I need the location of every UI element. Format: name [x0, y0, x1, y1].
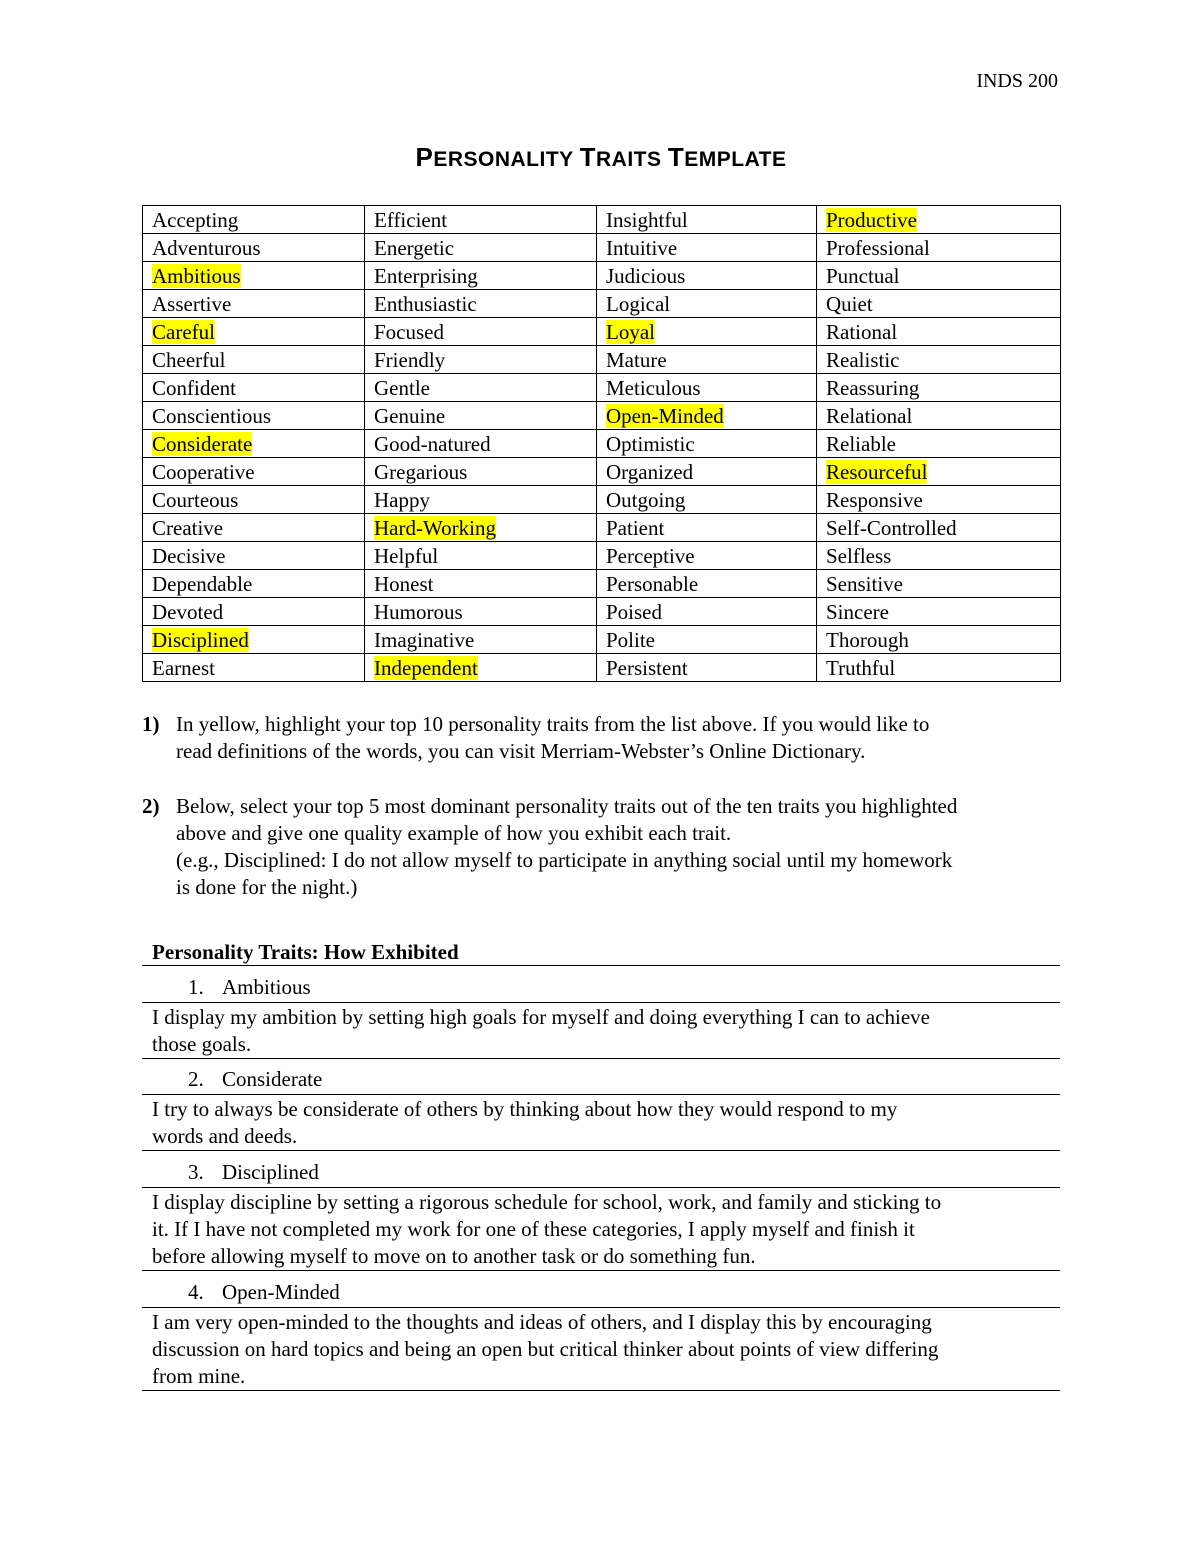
traits-row [143, 626, 1061, 654]
trait-label: Humorous [374, 599, 463, 624]
trait-label: Helpful [374, 543, 439, 568]
instruction-item [142, 793, 1060, 901]
trait-label: Enterprising [374, 263, 478, 288]
trait-label: Decisive [152, 543, 226, 568]
instruction-line: In yellow, highlight your top 10 personality traits from the list above. If you would like to [176, 712, 930, 736]
exhibited-number: 4. [188, 1280, 204, 1304]
trait-label: Efficient [374, 207, 448, 232]
instruction-item [142, 711, 1060, 765]
trait-cell [817, 234, 1061, 262]
trait-cell [597, 402, 817, 430]
trait-label: Reassuring [826, 375, 920, 400]
trait-cell [143, 654, 365, 682]
exhibited-heading: Personality Traits: How Exhibited [142, 938, 1060, 966]
traits-row [143, 654, 1061, 682]
trait-label: Quiet [826, 291, 873, 316]
trait-cell [597, 542, 817, 570]
exhibited-trait-name: Considerate [222, 1067, 323, 1091]
highlighted-trait: Open-Minded [606, 403, 724, 428]
trait-label: Punctual [826, 263, 900, 288]
trait-cell [365, 206, 597, 234]
trait-label: Cheerful [152, 347, 226, 372]
trait-label: Persistent [606, 655, 688, 680]
trait-cell [365, 486, 597, 514]
instruction-line: above and give one quality example of how you exhibit each trait. [176, 821, 732, 845]
highlighted-trait: Independent [374, 655, 478, 680]
instruction-line: is done for the night.) [176, 875, 358, 899]
trait-label: Self-Controlled [826, 515, 957, 540]
trait-label: Poised [606, 599, 663, 624]
trait-cell [597, 346, 817, 374]
trait-label: Thorough [826, 627, 909, 652]
highlighted-trait: Resourceful [826, 459, 928, 484]
exhibited-item [142, 967, 1060, 1059]
trait-cell [365, 598, 597, 626]
exhibited-trait [142, 1272, 1060, 1308]
instruction-number: 2) [142, 794, 160, 818]
trait-label: Professional [826, 235, 930, 260]
trait-cell [143, 514, 365, 542]
trait-label: Outgoing [606, 487, 686, 512]
traits-row [143, 346, 1061, 374]
description-line: I display my ambition by setting high goals for myself and doing everything I can to achieve [152, 1005, 930, 1029]
description-line: I display discipline by setting a rigorous schedule for school, work, and family and sticking to [152, 1190, 942, 1214]
exhibited-trait-name: Open-Minded [222, 1280, 340, 1304]
trait-label: Devoted [152, 599, 224, 624]
trait-label: Enthusiastic [374, 291, 477, 316]
highlighted-trait: Careful [152, 319, 215, 344]
trait-cell [365, 654, 597, 682]
trait-label: Dependable [152, 571, 253, 596]
trait-cell [817, 542, 1061, 570]
trait-label: Friendly [374, 347, 446, 372]
trait-label: Rational [826, 319, 898, 344]
trait-label: Realistic [826, 347, 900, 372]
traits-row [143, 598, 1061, 626]
trait-cell [143, 626, 365, 654]
trait-cell [365, 346, 597, 374]
trait-cell [817, 458, 1061, 486]
trait-label: Reliable [826, 431, 896, 456]
trait-cell [143, 318, 365, 346]
trait-cell [597, 206, 817, 234]
trait-label: Logical [606, 291, 671, 316]
traits-row [143, 318, 1061, 346]
trait-cell [817, 206, 1061, 234]
trait-cell [365, 262, 597, 290]
trait-cell [597, 234, 817, 262]
traits-row [143, 430, 1061, 458]
highlighted-trait: Considerate [152, 431, 253, 456]
description-line: I try to always be considerate of others by thinking about how they would respond to my [152, 1097, 898, 1121]
exhibited-trait-name: Disciplined [222, 1160, 319, 1184]
trait-label: Imaginative [374, 627, 475, 652]
trait-label: Polite [606, 627, 656, 652]
highlighted-trait: Disciplined [152, 627, 249, 652]
trait-label: Optimistic [606, 431, 695, 456]
trait-label: Responsive [826, 487, 923, 512]
trait-cell [597, 374, 817, 402]
trait-label: Sincere [826, 599, 889, 624]
trait-label: Adventurous [152, 235, 261, 260]
trait-label: Earnest [152, 655, 215, 680]
trait-cell [817, 346, 1061, 374]
trait-cell [597, 290, 817, 318]
exhibited-item [142, 1272, 1060, 1391]
trait-label: Judicious [606, 263, 686, 288]
trait-label: Cooperative [152, 459, 255, 484]
traits-row [143, 402, 1061, 430]
trait-label: Personable [606, 571, 699, 596]
exhibited-item [142, 1152, 1060, 1271]
trait-label: Intuitive [606, 235, 678, 260]
trait-cell [817, 430, 1061, 458]
trait-cell [365, 458, 597, 486]
trait-label: Creative [152, 515, 224, 540]
trait-cell [597, 626, 817, 654]
trait-label: Happy [374, 487, 430, 512]
trait-cell [365, 542, 597, 570]
trait-cell [817, 374, 1061, 402]
exhibited-number: 1. [188, 975, 204, 999]
instruction-number: 1) [142, 712, 160, 736]
trait-cell [143, 402, 365, 430]
trait-label: Gentle [374, 375, 430, 400]
exhibited-number: 2. [188, 1067, 204, 1091]
traits-row [143, 374, 1061, 402]
highlighted-trait: Hard-Working [374, 515, 496, 540]
highlighted-trait: Ambitious [152, 263, 241, 288]
exhibited-description [142, 1188, 1060, 1271]
description-line: discussion on hard topics and being an open but critical thinker about points of view differing [152, 1337, 939, 1361]
exhibited-item [142, 1059, 1060, 1151]
highlighted-trait: Productive [826, 207, 917, 232]
instruction-line: (e.g., Disciplined: I do not allow myself to participate in anything social until my homework [176, 848, 953, 872]
trait-label: Gregarious [374, 459, 468, 484]
exhibited-description [142, 1308, 1060, 1391]
page-title: PERSONALITY TRAITS TEMPLATE [415, 142, 787, 172]
trait-cell [143, 486, 365, 514]
exhibited-trait [142, 967, 1060, 1003]
trait-label: Patient [606, 515, 665, 540]
trait-cell [597, 430, 817, 458]
trait-label: Meticulous [606, 375, 701, 400]
trait-cell [143, 374, 365, 402]
trait-label: Courteous [152, 487, 239, 512]
traits-row [143, 206, 1061, 234]
traits-row [143, 290, 1061, 318]
trait-cell [597, 654, 817, 682]
trait-cell [143, 206, 365, 234]
traits-row [143, 486, 1061, 514]
trait-cell [365, 430, 597, 458]
description-line: it. If I have not completed my work for one of these categories, I apply myself and finish it [152, 1217, 915, 1241]
trait-cell [817, 514, 1061, 542]
trait-label: Confident [152, 375, 236, 400]
trait-label: Selfless [826, 543, 892, 568]
trait-label: Perceptive [606, 543, 695, 568]
instruction-line: Below, select your top 5 most dominant personality traits out of the ten traits you highlighted [176, 794, 958, 818]
description-line: from mine. [152, 1364, 246, 1388]
trait-label: Truthful [826, 655, 896, 680]
trait-cell [817, 290, 1061, 318]
trait-cell [597, 598, 817, 626]
trait-cell [597, 458, 817, 486]
trait-cell [597, 318, 817, 346]
description-line: words and deeds. [152, 1124, 298, 1148]
trait-label: Insightful [606, 207, 688, 232]
trait-cell [143, 570, 365, 598]
trait-label: Relational [826, 403, 913, 428]
trait-label: Focused [374, 319, 444, 344]
trait-label: Assertive [152, 291, 232, 316]
trait-cell [143, 290, 365, 318]
trait-label: Accepting [152, 207, 239, 232]
trait-label: Sensitive [826, 571, 903, 596]
exhibited-trait [142, 1059, 1060, 1095]
trait-cell [365, 374, 597, 402]
traits-row [143, 514, 1061, 542]
trait-cell [365, 234, 597, 262]
trait-label: Energetic [374, 235, 455, 260]
traits-row [143, 234, 1061, 262]
trait-cell [143, 234, 365, 262]
trait-cell [817, 318, 1061, 346]
trait-label: Organized [606, 459, 694, 484]
traits-row [143, 542, 1061, 570]
trait-cell [597, 262, 817, 290]
trait-cell [597, 514, 817, 542]
trait-cell [817, 262, 1061, 290]
description-line: I am very open-minded to the thoughts and ideas of others, and I display this by encouraging [152, 1310, 932, 1334]
trait-cell [365, 318, 597, 346]
trait-cell [143, 458, 365, 486]
traits-row [143, 458, 1061, 486]
trait-cell [365, 514, 597, 542]
trait-cell [817, 598, 1061, 626]
trait-label: Mature [606, 347, 667, 372]
trait-cell [817, 626, 1061, 654]
description-line: those goals. [152, 1032, 252, 1056]
traits-row [143, 570, 1061, 598]
trait-label: Genuine [374, 403, 446, 428]
trait-cell [597, 486, 817, 514]
trait-cell [817, 486, 1061, 514]
exhibited-trait [142, 1152, 1060, 1188]
trait-cell [365, 402, 597, 430]
trait-cell [597, 570, 817, 598]
trait-label: Conscientious [152, 403, 271, 428]
instruction-line: read definitions of the words, you can visit Merriam-Webster’s Online Dictionary. [176, 739, 866, 763]
trait-cell [143, 542, 365, 570]
trait-cell [143, 262, 365, 290]
trait-cell [817, 654, 1061, 682]
course-code: INDS 200 [976, 70, 1058, 92]
trait-cell [143, 430, 365, 458]
exhibited-number: 3. [188, 1160, 204, 1184]
description-line: before allowing myself to move on to another task or do something fun. [152, 1244, 756, 1268]
exhibited-description [142, 1095, 1060, 1151]
trait-cell [143, 346, 365, 374]
exhibited-description [142, 1003, 1060, 1059]
trait-label: Honest [374, 571, 434, 596]
traits-row [143, 262, 1061, 290]
trait-cell [143, 598, 365, 626]
trait-cell [817, 402, 1061, 430]
trait-cell [365, 570, 597, 598]
exhibited-trait-name: Ambitious [222, 975, 311, 999]
highlighted-trait: Loyal [606, 319, 655, 344]
trait-cell [365, 290, 597, 318]
trait-cell [817, 570, 1061, 598]
trait-label: Good-natured [374, 431, 491, 456]
trait-cell [365, 626, 597, 654]
traits-table [142, 205, 1061, 682]
